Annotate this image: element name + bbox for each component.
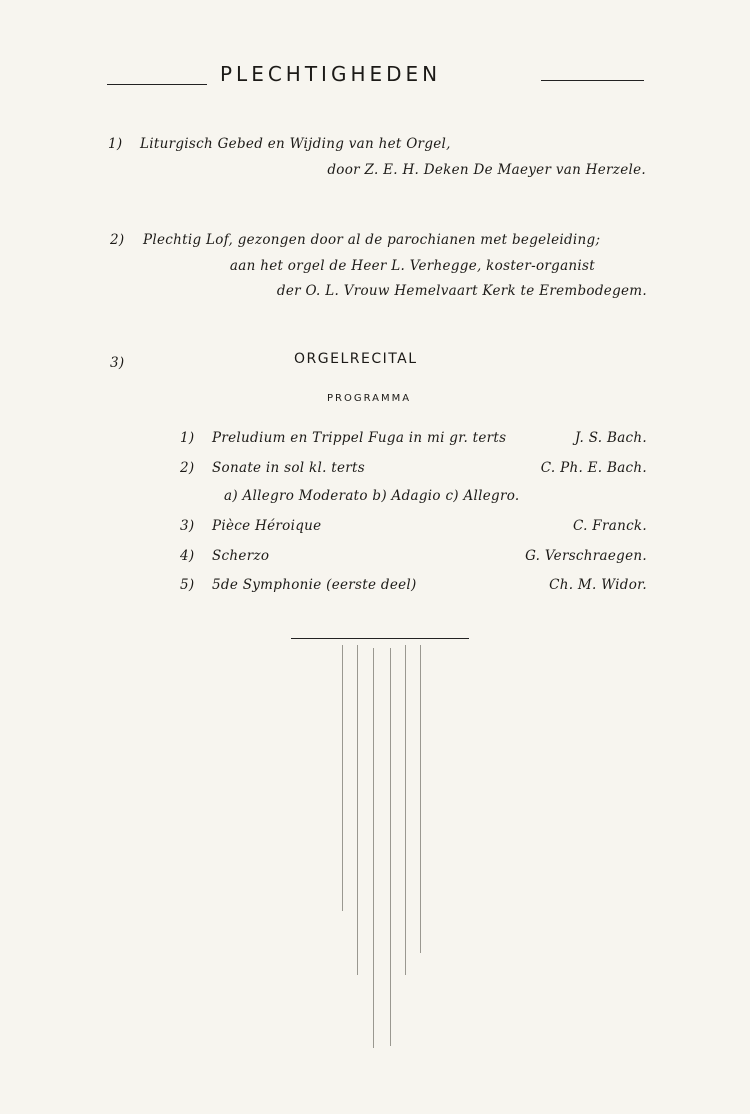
orgelrecital-heading: ORGELRECITAL — [294, 351, 418, 367]
ornament-line — [357, 645, 358, 975]
program-5-piece: 5de Symphonie (eerste deel) — [212, 577, 417, 593]
item-1-number: 1) — [108, 136, 123, 152]
item-1-line-1: Liturgisch Gebed en Wijding van het Orgel, — [140, 136, 451, 152]
ornament-line — [373, 648, 374, 1048]
program-4-piece: Scherzo — [212, 548, 270, 564]
programma-subheading: PROGRAMMA — [327, 393, 412, 404]
item-1-line-2: door Z. E. H. Deken De Maeyer van Herzele. — [327, 162, 646, 178]
program-5-composer: Ch. M. Widor. — [549, 577, 647, 593]
item-2-line-2: aan het orgel de Heer L. Verhegge, koster-organist — [229, 258, 595, 274]
program-2-piece: Sonate in sol kl. terts — [212, 460, 365, 476]
program-3-number: 3) — [180, 518, 195, 534]
ornament-rule — [291, 638, 469, 639]
program-2-number: 2) — [180, 460, 195, 476]
ornament-line — [342, 645, 343, 911]
item-2-line-3: der O. L. Vrouw Hemelvaart Kerk te Erembodegem. — [276, 283, 647, 299]
program-3-piece: Pièce Héroique — [212, 518, 322, 534]
program-5-number: 5) — [180, 577, 195, 593]
program-1-piece: Preludium en Trippel Fuga in mi gr. terts — [212, 430, 507, 446]
program-4-composer: G. Verschraegen. — [525, 548, 647, 564]
title-rule-right — [541, 80, 644, 81]
ornament-line — [420, 645, 421, 953]
item-3-number: 3) — [110, 355, 125, 371]
program-4-number: 4) — [180, 548, 195, 564]
program-2-composer: C. Ph. E. Bach. — [540, 460, 647, 476]
program-1-composer: J. S. Bach. — [574, 430, 647, 446]
program-1-number: 1) — [180, 430, 195, 446]
item-2-line-1: Plechtig Lof, gezongen door al de parochianen met begeleiding; — [143, 232, 601, 248]
ornament-line — [405, 645, 406, 975]
item-2-number: 2) — [110, 232, 125, 248]
title-rule-left — [107, 84, 207, 85]
program-2-movements: a) Allegro Moderato b) Adagio c) Allegro. — [224, 488, 520, 504]
ornament-line — [390, 648, 391, 1046]
program-3-composer: C. Franck. — [572, 518, 647, 534]
page-title: PLECHTIGHEDEN — [220, 62, 442, 86]
